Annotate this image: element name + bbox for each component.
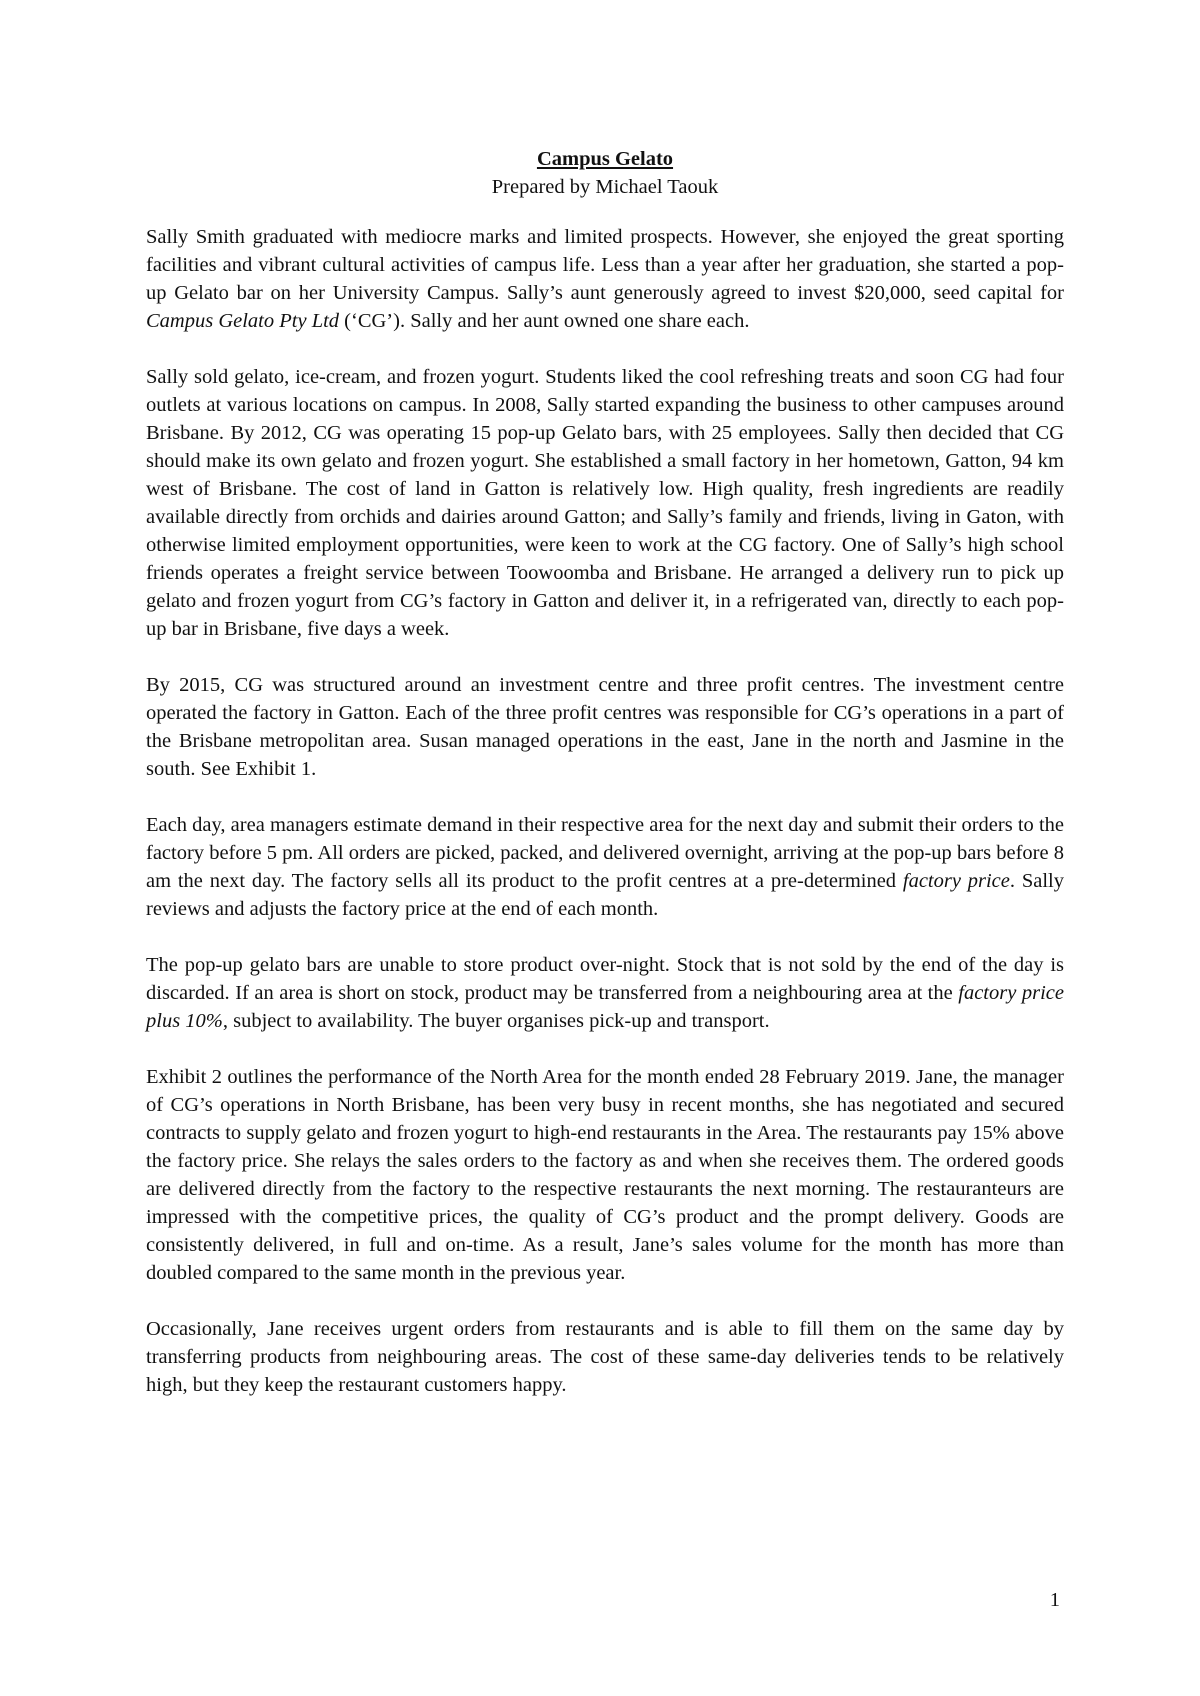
paragraph-text: Sally sold gelato, ice-cream, and frozen yogurt. Students liked the cool refreshing treats and soon CG had four outlets at various locations on campus. In 2008, Sally started expanding the business to other campuses around Brisbane. By 2012, CG was operating 15 pop-up Gelato bars, with 25 employees. Sally then decided that CG should make its own gelato and frozen yogurt. She established a small factory in her hometown, Gatton, 94 km west of Brisbane. The cost of land in Gatton is relatively low. High quality, fresh ingredients are readily available directly from orchids and dairies around Gatton; and Sally’s family and friends, living in Gaton, with otherwise limited employment opportunities, were keen to work at the CG factory. One of Sally’s high school friends operates a freight service between Toowoomba and Brisbane. He arranged a delivery run to pick up gelato and frozen yogurt from CG’s factory in Gatton and deliver it, in a refrigerated van, directly to each pop-up bar in Brisbane, five days a week. — [146, 366, 1064, 640]
paragraph-6 — [146, 1063, 1064, 1287]
paragraph-text: Exhibit 2 outlines the performance of the North Area for the month ended 28 February 2019. Jane, the manager of CG’s operations in North Brisbane, has been very busy in recent months, she has negotiated and secured contracts to supply gelato and frozen yogurt to high-end restaurants in the Area. The restaurants pay 15% above the factory price. She relays the sales orders to the factory as and when she receives them. The ordered goods are delivered directly from the factory to the respective restaurants the next morning. The restauranteurs are impressed with the competitive prices, the quality of CG’s product and the prompt delivery. Goods are consistently delivered, in full and on-time. As a result, Jane’s sales volume for the month has more than doubled compared to the same month in the previous year. — [146, 1066, 1064, 1284]
paragraph-2 — [146, 363, 1064, 643]
document-author: Prepared by Michael Taouk — [491, 176, 719, 198]
paragraph-text: Occasionally, Jane receives urgent orders from restaurants and is able to fill them on the same day by transferring products from neighbouring areas. The cost of these same-day deliveries tends to be relatively high, but they keep the restaurant customers happy. — [146, 1318, 1064, 1396]
paragraph-text: The pop-up gelato bars are unable to store product over-night. Stock that is not sold by the end of the day is discarded. If an area is short on stock, product may be transferred from a neighbouring area at the — [146, 954, 1064, 1004]
document-body — [146, 145, 1064, 1399]
page-number: 1 — [1049, 1589, 1060, 1611]
paragraph-text: (‘CG’). Sally and her aunt owned one share each. — [339, 310, 750, 332]
paragraph-3 — [146, 671, 1064, 783]
paragraph-text: , subject to availability. The buyer organises pick-up and transport. — [222, 1010, 770, 1032]
paragraph-text: Each day, area managers estimate demand in their respective area for the next day and submit their orders to the factory before 5 pm. All orders are picked, packed, and delivered overnight, arriving at the pop-up bars before 8 am the next day. The factory sells all its product to the profit centres at a pre-determined — [146, 814, 1064, 892]
transfer-price-italic: factory price plus 10% — [146, 982, 1064, 1032]
paragraph-text: Sally Smith graduated with mediocre marks and limited prospects. However, she enjoyed the great sporting facilities and vibrant cultural activities of campus life. Less than a year after her graduation, she started a pop-up Gelato bar on her University Campus. Sally’s aunt generously agreed to invest $20,000, seed capital for — [146, 226, 1064, 304]
document-title: Campus Gelato — [536, 148, 674, 170]
paragraph-5 — [146, 951, 1064, 1035]
paragraph-text: By 2015, CG was structured around an investment centre and three profit centres. The investment centre operated the factory in Gatton. Each of the three profit centres was responsible for CG’s operations in a part of the Brisbane metropolitan area. Susan managed operations in the east, Jane in the north and Jasmine in the south. See Exhibit 1. — [146, 674, 1064, 780]
paragraph-1 — [146, 223, 1064, 335]
paragraph-text: . Sally reviews and adjusts the factory price at the end of each month. — [146, 870, 1064, 920]
paragraph-4 — [146, 811, 1064, 923]
paragraph-7 — [146, 1315, 1064, 1399]
factory-price-italic: factory price — [902, 870, 1010, 892]
company-name-italic: Campus Gelato Pty Ltd — [146, 310, 340, 332]
